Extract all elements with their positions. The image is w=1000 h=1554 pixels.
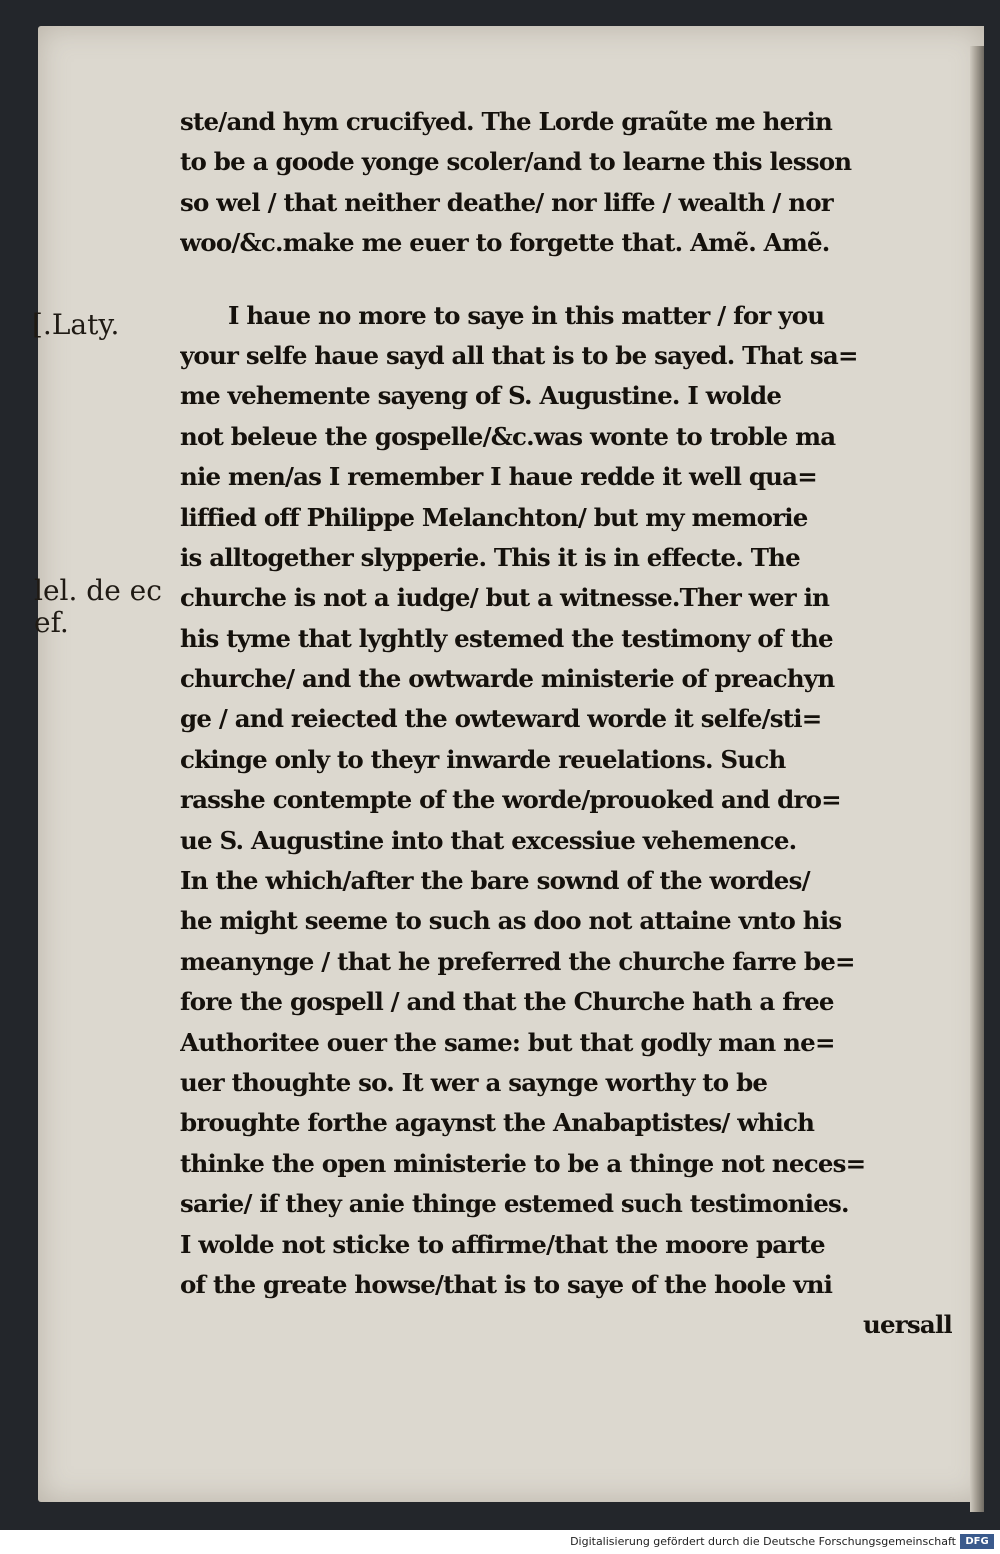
- text-line: rasshe contempte of the worde/prouoked and dro=: [180, 785, 841, 815]
- text-line: is alltogether slypperie. This it is in effecte. The: [180, 542, 800, 572]
- body-text: [180, 102, 952, 1346]
- text-line: I haue no more to saye in this matter / for you: [228, 300, 825, 330]
- text-line: not beleue the gospelle/&c.was wonte to troble ma: [180, 421, 836, 451]
- text-line: uer thoughte so. It wer a saynge worthy to be: [180, 1067, 768, 1097]
- text-line: churche is not a iudge/ but a witnesse.Ther wer in: [180, 583, 830, 613]
- margin-note-ef: ef.: [34, 606, 69, 639]
- text-line: me vehemente sayeng of S. Augustine. I wolde: [180, 381, 782, 411]
- catchword: uersall: [863, 1310, 952, 1340]
- margin-note-laty: [.Laty.: [32, 308, 120, 341]
- text-line: liffied off Philippe Melanchton/ but my memorie: [180, 502, 808, 532]
- text-line: I wolde not sticke to affirme/that the moore parte: [180, 1229, 825, 1259]
- text-line: ue S. Augustine into that excessiue vehemence.: [180, 825, 797, 855]
- text-line: thinke the open ministerie to be a thinge not neces=: [180, 1148, 866, 1178]
- text-line: meanynge / that he preferred the churche farre be=: [180, 946, 855, 976]
- dfg-logo-icon: DFG: [960, 1534, 994, 1549]
- text-line: Authoritee ouer the same: but that godly man ne=: [180, 1027, 835, 1057]
- page-edge: [970, 46, 984, 1512]
- margin-note-mel: lel. de ec: [34, 574, 162, 607]
- text-line: sarie/ if they anie thinge estemed such testimonies.: [180, 1189, 849, 1219]
- text-line: broughte forthe agaynst the Anabaptistes/ which: [180, 1108, 815, 1138]
- text-line: In the which/after the bare sownd of the wordes/: [180, 866, 810, 896]
- text-line: woo/&c.make me euer to forgette that. Amẽ. Amẽ.: [180, 228, 830, 258]
- text-line: nie men/as I remember I haue redde it well qua=: [180, 462, 817, 492]
- funding-credit: Digitalisierung gefördert durch die Deutsche Forschungsgemeinschaft: [570, 1535, 956, 1548]
- footer-bar: [0, 1530, 1000, 1554]
- text-line: he might seeme to such as doo not attaine vnto his: [180, 906, 842, 936]
- book-page: [32, 26, 984, 1502]
- text-line: his tyme that lyghtly estemed the testimony of the: [180, 623, 833, 653]
- text-line: churche/ and the owtwarde ministerie of preachyn: [180, 664, 835, 694]
- text-line: ge / and reiected the owteward worde it selfe/sti=: [180, 704, 822, 734]
- text-line: ste/and hym crucifyed. The Lorde graũte me herin: [180, 107, 833, 136]
- text-line: fore the gospell / and that the Churche hath a free: [180, 987, 834, 1017]
- text-line: of the greate howse/that is to saye of the hoole vni: [180, 1269, 833, 1299]
- text-line: your selfe haue sayd all that is to be sayed. That sa=: [180, 340, 858, 370]
- paragraph-gap: [180, 264, 952, 296]
- text-line: so wel / that neither deathe/ nor liffe / wealth / nor: [180, 187, 833, 217]
- text-line: ckinge only to theyr inwarde reuelations. Such: [180, 744, 786, 774]
- text-line: to be a goode yonge scoler/and to learne this lesson: [180, 147, 852, 177]
